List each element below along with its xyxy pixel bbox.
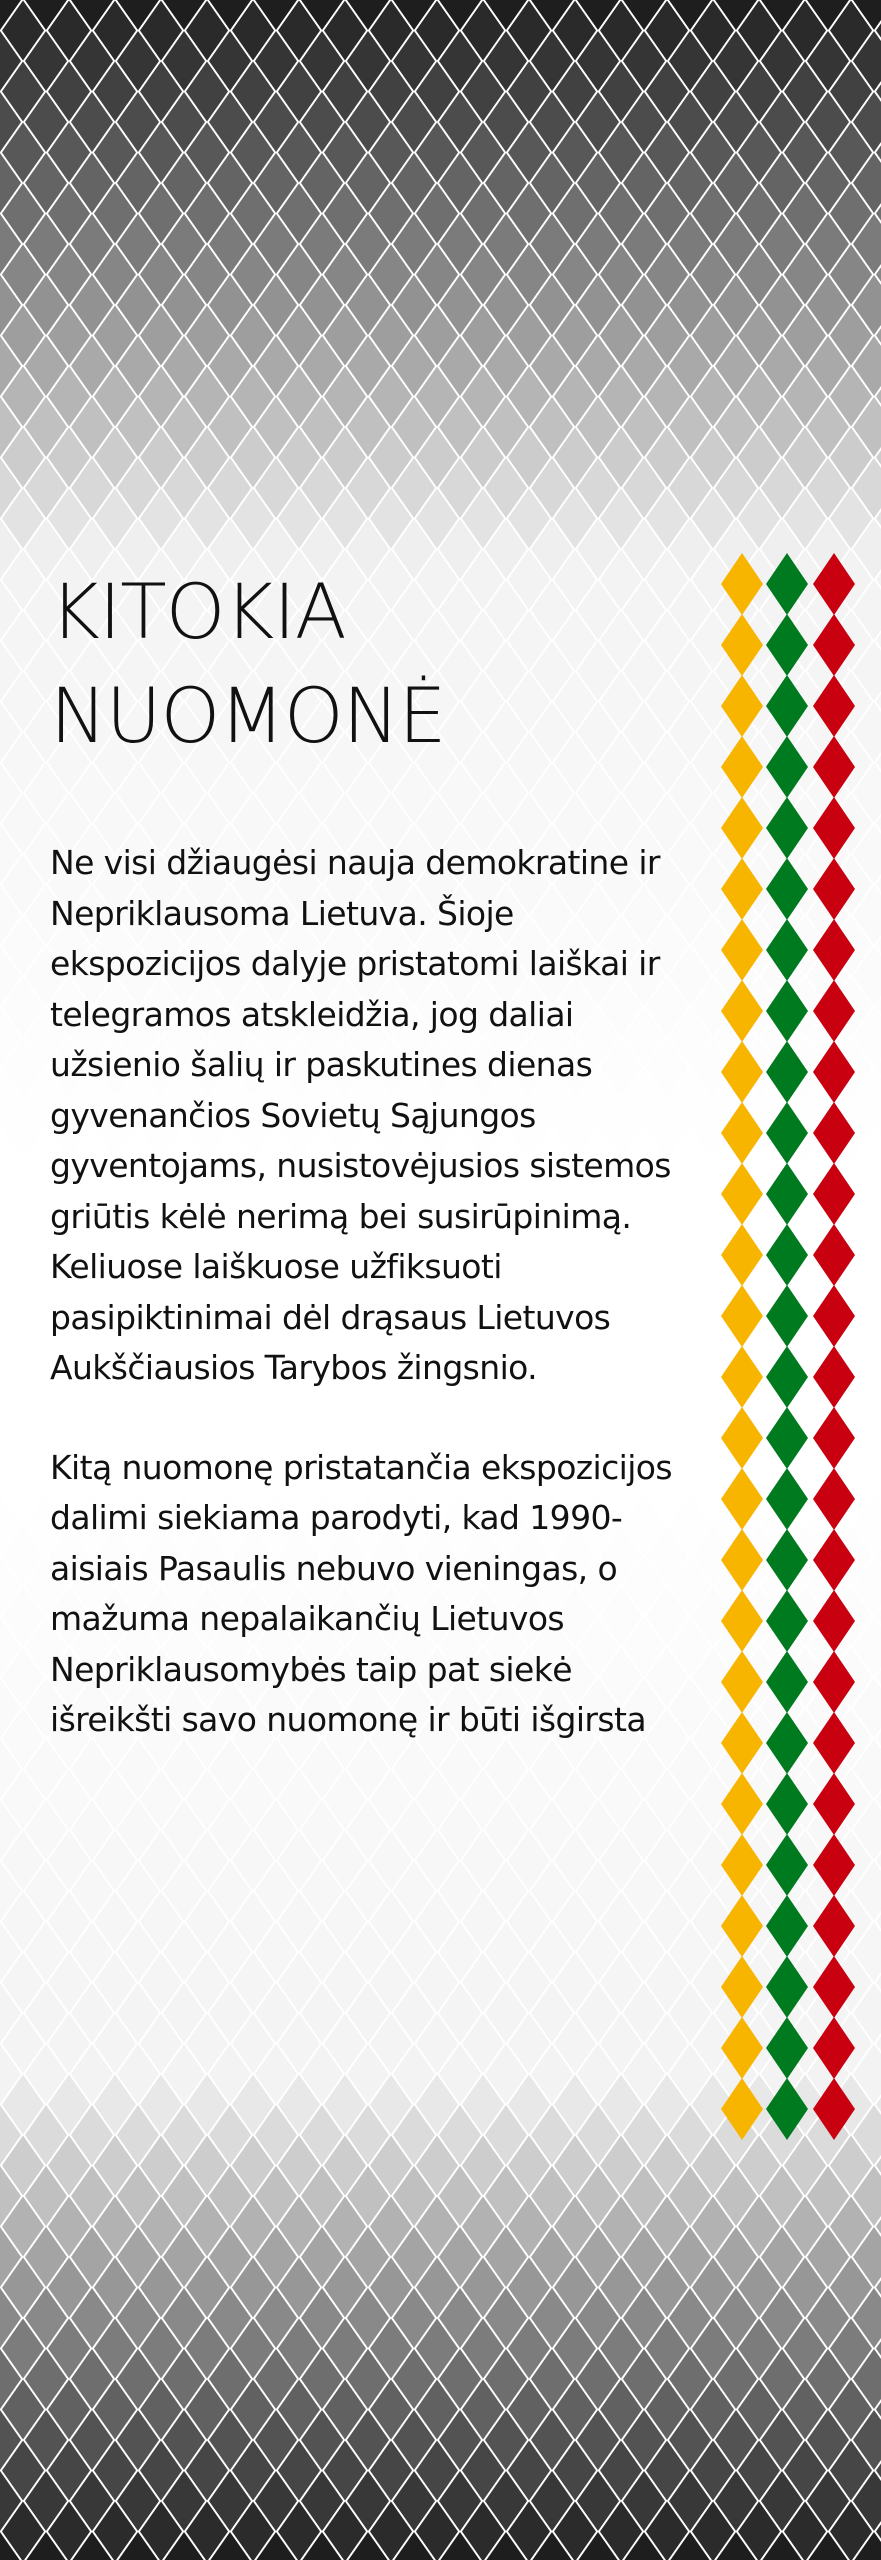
- flag-diamond: [813, 1468, 855, 1530]
- flag-diamond: [813, 1529, 855, 1591]
- flag-diamond: [766, 1712, 808, 1774]
- flag-diamond: [813, 1285, 855, 1347]
- flag-diamond: [766, 675, 808, 737]
- flag-diamond: [721, 1590, 763, 1652]
- flag-diamond: [813, 1712, 855, 1774]
- flag-diamond: [766, 1651, 808, 1713]
- flag-diamond: [766, 1529, 808, 1591]
- flag-diamond: [766, 919, 808, 981]
- flag-diamond: [721, 1834, 763, 1896]
- flag-diamond: [813, 1346, 855, 1408]
- flag-diamond: [813, 2017, 855, 2079]
- flag-diamond: [721, 858, 763, 920]
- flag-diamond: [813, 1590, 855, 1652]
- flag-diamond: [766, 980, 808, 1042]
- flag-diamond: [813, 1956, 855, 2018]
- flag-diamond: [721, 1407, 763, 1469]
- flag-diamond: [813, 1102, 855, 1164]
- flag-diamond: [813, 1651, 855, 1713]
- flag-diamond: [813, 1163, 855, 1225]
- flag-diamond: [813, 1041, 855, 1103]
- flag-diamond: [721, 1224, 763, 1286]
- flag-diamond: [766, 736, 808, 798]
- flag-diamond: [721, 1712, 763, 1774]
- flag-diamond: [766, 797, 808, 859]
- flag-diamond: [813, 553, 855, 615]
- title-line-1: KITOKIA: [50, 567, 346, 656]
- flag-diamond: [721, 553, 763, 615]
- flag-diamond: [721, 797, 763, 859]
- page-title: [50, 560, 700, 768]
- flag-diamond: [813, 1895, 855, 1957]
- flag-diamond: [813, 858, 855, 920]
- flag-diamond: [721, 1285, 763, 1347]
- flag-diamond: [766, 1773, 808, 1835]
- flag-diamond: [813, 1224, 855, 1286]
- flag-diamond: [721, 1163, 763, 1225]
- flag-diamond: [721, 2017, 763, 2079]
- flag-diamond: [721, 1651, 763, 1713]
- flag-diamond: [721, 1468, 763, 1530]
- flag-diamond: [721, 1773, 763, 1835]
- flag-diamond: [766, 858, 808, 920]
- flag-diamond: [813, 736, 855, 798]
- flag-diamond: [766, 1224, 808, 1286]
- flag-diamond: [766, 1590, 808, 1652]
- flag-diamond: [721, 675, 763, 737]
- title-line-2: NUOMONĖ: [50, 671, 446, 760]
- flag-diamond: [813, 2078, 855, 2140]
- flag-diamond: [721, 1956, 763, 2018]
- paragraph-2: Kitą nuomonę pristatančia ekspozicijos dalimi siekiama parodyti, kad 1990-aisiais Pasaulis nebuvo vieningas, o mažuma nepalaikančių Lietuvos Nepriklausomybės taip pat siekė išreikšti savo nuomonę ir būti išgirsta: [50, 1447, 672, 1739]
- flag-diamond: [766, 1468, 808, 1530]
- flag-diamond: [721, 1895, 763, 1957]
- flag-diamond: [721, 1346, 763, 1408]
- paragraph-1: Ne visi džiaugėsi nauja demokratine ir Nepriklausoma Lietuva. Šioje ekspozicijos dalyje pristatomi laiškai ir telegramos atskleidžia, jog daliai užsienio šalių ir paskutines dienas gyvenančios Sovietų Sąjungos gyventojams, nusistovėjusios sistemos griūtis kėlė nerimą bei susirūpinimą. Keliuose laiškuose užfiksuoti pasipiktinimai dėl drąsaus Lietuvos Aukščiausios Tarybos žingsnio.: [50, 843, 671, 1387]
- flag-diamond: [813, 614, 855, 676]
- flag-diamond: [766, 1041, 808, 1103]
- flag-diamond: [813, 1834, 855, 1896]
- flag-diamond: [813, 675, 855, 737]
- flag-diamond: [813, 797, 855, 859]
- main-content: [50, 560, 700, 1795]
- flag-diamond: [721, 980, 763, 1042]
- flag-diamond: [766, 2017, 808, 2079]
- flag-diamond: [721, 614, 763, 676]
- flag-diamond: [813, 980, 855, 1042]
- flag-diamond: [766, 614, 808, 676]
- flag-diamond: [766, 2078, 808, 2140]
- flag-diamond: [813, 1773, 855, 1835]
- flag-diamond: [721, 2078, 763, 2140]
- flag-diamond: [766, 1956, 808, 2018]
- flag-diamond: [721, 1102, 763, 1164]
- flag-diamond: [766, 1102, 808, 1164]
- flag-diamond: [721, 919, 763, 981]
- flag-diamond: [766, 1346, 808, 1408]
- flag-diamond: [766, 1895, 808, 1957]
- flag-diamond: [721, 1529, 763, 1591]
- flag-diamond: [766, 1163, 808, 1225]
- flag-diamond: [766, 1834, 808, 1896]
- flag-diamond: [766, 1407, 808, 1469]
- flag-diamond: [721, 736, 763, 798]
- flag-diamond: [813, 919, 855, 981]
- flag-diamond: [766, 553, 808, 615]
- flag-diamond: [813, 1407, 855, 1469]
- flag-diamond: [766, 1285, 808, 1347]
- flag-diamond: [721, 1041, 763, 1103]
